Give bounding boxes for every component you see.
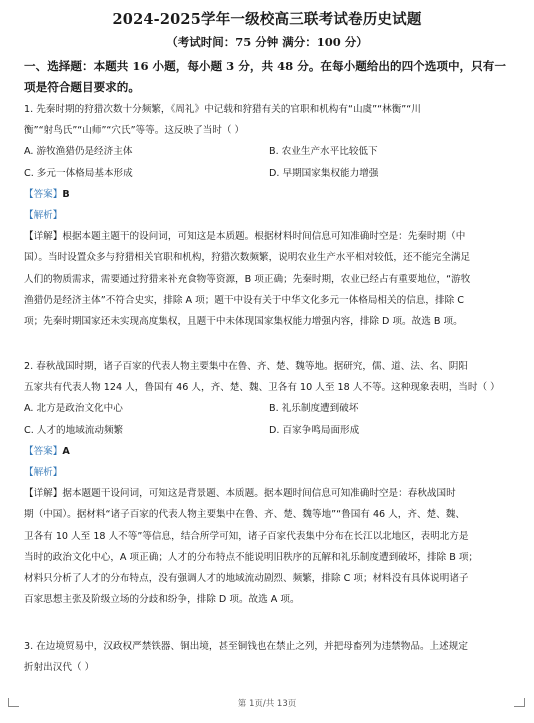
question-1-stem-line2: 衡”“射鸟氏”“山师”“穴氏”等等。这反映了当时（ ） [24,125,245,137]
question-3-stem-line1: 3. 在边境贸易中，汉政权严禁铁器、铜出境，甚至铜钱也在禁止之列，并把母畜列为违禁物品。上述规定 [24,641,468,652]
detail-line: 当时的政治文化中心，A 项正确；人才的分布特点不能说明旧秩序的瓦解和礼乐制度遭到破坏，排除 B 项； [24,551,479,563]
question-2 [24,356,512,610]
question-3-stem-line2: 折射出汉代（ ） [24,662,95,674]
question-2-stem-line2: 五家共有代表人物 124 人，鲁国有 46 人，齐、楚、魏、卫各有 10 人至 18 人不等。这种现象表明，当时（ ） [24,382,500,394]
option-b: B. 礼乐制度遭到破坏 [269,403,359,415]
detail-line: 期（中国）。据材料“诸子百家的代表人物主要集中在鲁、齐、楚、魏等地”“鲁国有 46 人，齐、楚、魏、 [24,509,465,521]
question-1-stem-line1: 1. 先秦时期的狩猎次数十分频繁，《周礼》中记载和狩猎有关的官职和机构有“山虞”“林衡”“川 [24,104,421,115]
option-c: C. 人才的地域流动频繁 [24,424,124,436]
analysis-tag: 【解析】 [24,466,63,478]
detail-line: 卫各有 10 人至 18 人不等”等信息，结合所学可知，诸子百家代表集中分布在长江以北地区，表明北方是 [24,530,469,542]
question-1-answer [24,184,512,205]
question-2-stem-line1: 2. 春秋战国时期，诸子百家的代表人物主要集中在鲁、齐、楚、魏等地。据研究，儒、道、法、名、阴阳 [24,361,468,372]
detail-line: 国）。当时设置众多与狩猎相关官职和机构，狩猎次数频繁，说明农业生产水平相对较低，还不能完全满足 [24,252,471,264]
question-1-options-row1 [24,141,512,162]
option-a: A. 游牧渔猎仍是经济主体 [24,146,133,158]
section-heading-line2: 项是符合题目要求的。 [24,80,140,94]
question-2-detail [24,483,512,610]
page-number: 第 1页/共 13页 [237,699,297,709]
section-heading-line1: 一、选择题：本题共 16 小题，每小题 3 分，共 48 分。在每小题给出的四个选项中，只有一 [24,59,506,73]
answer-value: A [62,445,70,457]
question-1-detail [24,226,512,332]
detail-line: 百家思想主张及阶级立场的分歧和纷争，排除 D 项。故选 A 项。 [24,594,300,606]
option-a: A. 北方是政治文化中心 [24,403,123,415]
detail-line: 材料只分析了人才的分布特点，没有强调人才的地域流动剧烈、频繁，排除 C 项；材料没有具体说明诸子 [24,573,469,584]
detail-line: 人们的物质需求，需要通过狩猎来补充食物等资源，B 项正确；先秦时期，农业已经占有重要地位，“游牧 [24,273,471,285]
detail-line: 渔猎仍是经济主体”不符合史实，排除 A 项；题干中设有关于中华文化多元一体格局相关的信息，排除 C [24,294,464,306]
question-2-options-row1 [24,398,512,419]
section-heading [24,56,514,98]
question-2-options-row2 [24,420,512,441]
detail-line: 根据本题主题干的设问词，可知这是本质题。根据材料时间信息可知准确时空是：先秦时期（中 [62,231,466,243]
answer-tag: 【答案】 [24,445,63,457]
detail-line: 据本题题干设问词，可知这是背景题、本质题。据本题时间信息可知准确时空是：春秋战国时 [62,488,456,500]
answer-tag: 【答案】 [24,188,63,200]
question-2-answer [24,441,512,462]
detail-tag: 【详解】 [24,488,63,500]
option-b: B. 农业生产水平比较低下 [269,146,378,158]
detail-tag: 【详解】 [24,231,63,243]
question-1 [24,99,512,332]
question-3 [24,636,512,678]
option-d: D. 早期国家集权能力增强 [269,167,379,179]
detail-line: 项；先秦时期国家还未实现高度集权，且题干中未体现国家集权能力增强内容，排除 D 项。故选 B 项。 [24,316,463,327]
page-title: 2024-2025学年一级校高三联考试卷历史试题 [112,11,422,28]
question-1-options-row2 [24,163,512,184]
analysis-tag: 【解析】 [24,209,63,221]
answer-value: B [62,188,70,200]
option-c: C. 多元一体格局基本形成 [24,167,133,179]
option-d: D. 百家争鸣局面形成 [269,424,360,436]
exam-info: （考试时间：75 分钟 满分：100 分） [166,35,368,49]
